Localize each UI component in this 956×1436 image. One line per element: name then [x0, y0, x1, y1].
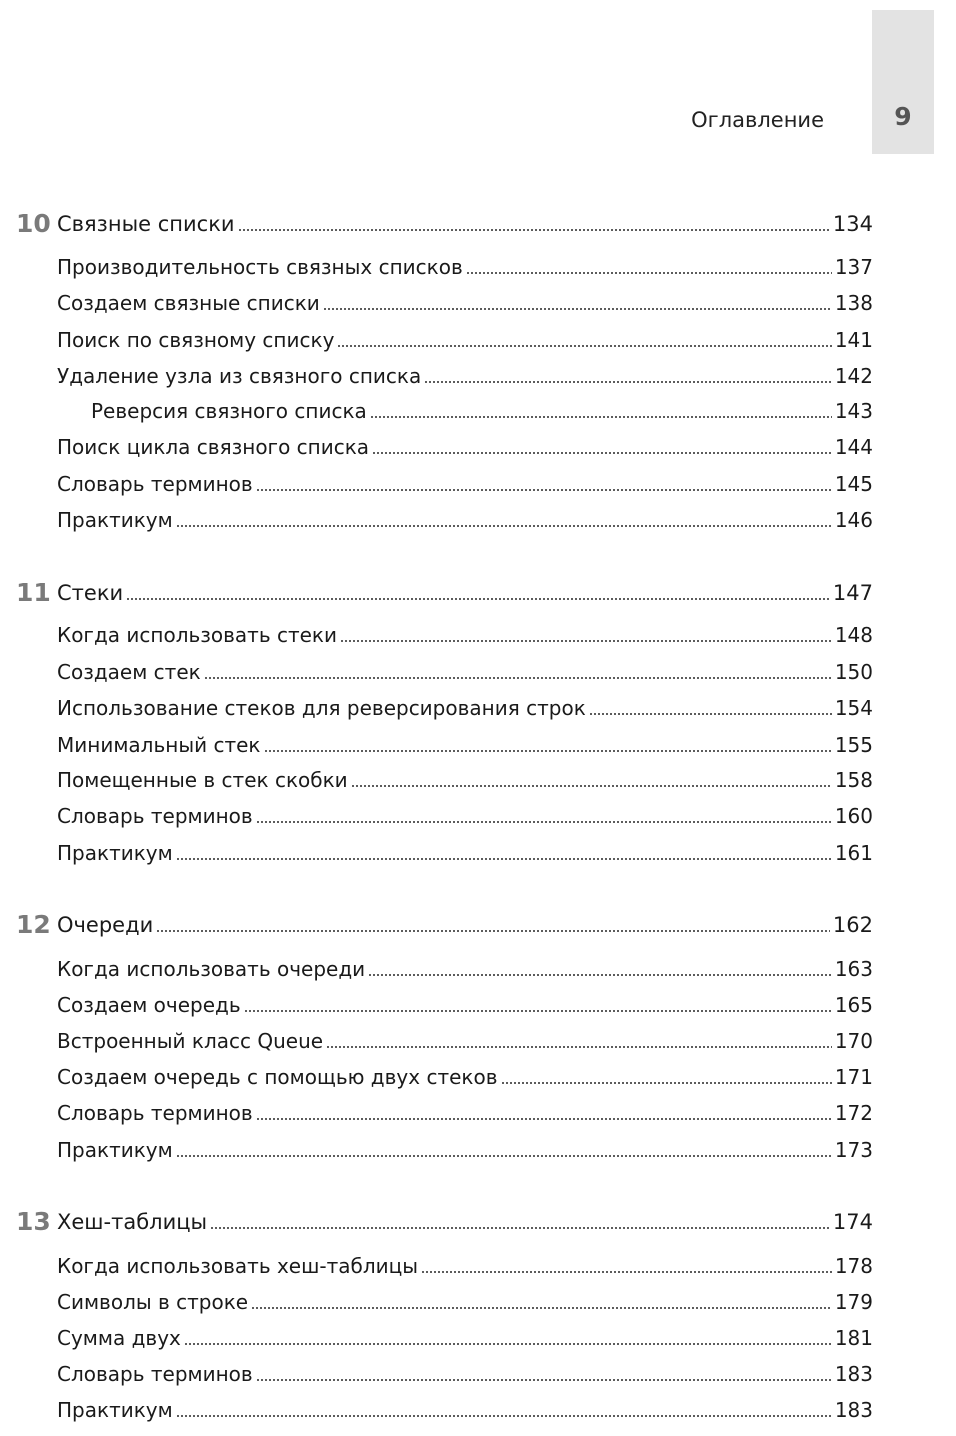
toc-entry[interactable] — [57, 992, 873, 1018]
entry-label: Словарь терминов — [57, 1362, 253, 1386]
page-ref: 142 — [834, 364, 873, 388]
entry-label: Реверсия связного списка — [91, 399, 367, 423]
chapter-number: 11 — [16, 578, 51, 607]
entry-label: Словарь терминов — [57, 1101, 253, 1125]
page-ref: 183 — [834, 1398, 873, 1422]
leader-dots — [176, 525, 832, 527]
leader-dots — [326, 1046, 832, 1048]
entry-label: Когда использовать хеш-таблицы — [57, 1254, 419, 1278]
toc-entry[interactable] — [57, 363, 873, 389]
leader-dots — [184, 1343, 832, 1345]
page-ref: 171 — [834, 1065, 873, 1089]
leader-dots — [176, 858, 832, 860]
leader-dots — [368, 974, 832, 976]
entry-label: Практикум — [57, 1398, 173, 1422]
page-ref: 179 — [834, 1290, 873, 1314]
page-ref: 148 — [834, 623, 873, 647]
page-ref: 138 — [834, 291, 873, 315]
entry-label: Встроенный класс Queue — [57, 1029, 324, 1053]
page-ref: 158 — [834, 768, 873, 792]
chapter-title: Очереди — [57, 913, 154, 937]
page-number: 9 — [894, 102, 912, 131]
leader-dots — [244, 1010, 832, 1012]
leader-dots — [340, 640, 832, 642]
leader-dots — [372, 452, 832, 454]
toc-entry[interactable] — [57, 622, 873, 648]
toc-entry[interactable] — [57, 327, 873, 353]
chapter-title: Стеки — [57, 581, 124, 605]
entry-label: Поиск по связному списку — [57, 328, 335, 352]
leader-dots — [176, 1155, 832, 1157]
page-ref: 155 — [834, 733, 873, 757]
page-ref: 134 — [832, 212, 873, 236]
page-ref: 183 — [834, 1362, 873, 1386]
leader-dots — [256, 821, 832, 823]
entry-label: Когда использовать стеки — [57, 623, 337, 647]
running-header: Оглавление — [691, 108, 824, 132]
entry-label: Минимальный стек — [57, 733, 261, 757]
chapter-number: 13 — [16, 1207, 51, 1236]
leader-dots — [238, 229, 830, 231]
leader-dots — [466, 272, 832, 274]
page-ref: 174 — [832, 1210, 873, 1234]
toc-entry[interactable] — [57, 803, 873, 829]
toc-entry[interactable] — [57, 659, 873, 685]
toc-entry[interactable] — [57, 290, 873, 316]
toc-entry[interactable] — [57, 1137, 873, 1163]
toc-entry[interactable] — [57, 1100, 873, 1126]
entry-label: Создаем связные списки — [57, 291, 320, 315]
entry-label: Символы в строке — [57, 1290, 249, 1314]
leader-dots — [424, 381, 832, 383]
toc-entry[interactable] — [57, 507, 873, 533]
entry-label: Когда использовать очереди — [57, 957, 366, 981]
page-ref: 137 — [834, 255, 873, 279]
page-ref: 143 — [834, 399, 873, 423]
entry-label: Практикум — [57, 508, 173, 532]
toc-entry[interactable] — [57, 1397, 873, 1423]
toc-entry[interactable] — [57, 471, 873, 497]
page-ref: 161 — [834, 841, 873, 865]
toc-entry[interactable] — [57, 956, 873, 982]
leader-dots — [323, 308, 832, 310]
toc-entry[interactable] — [57, 254, 873, 280]
page-ref: 147 — [832, 581, 873, 605]
page-ref: 145 — [834, 472, 873, 496]
leader-dots — [156, 930, 830, 932]
entry-label: Словарь терминов — [57, 472, 253, 496]
leader-dots — [264, 750, 832, 752]
entry-label: Создаем стек — [57, 660, 201, 684]
toc-entry[interactable] — [57, 1064, 873, 1090]
page-ref: 173 — [834, 1138, 873, 1162]
leader-dots — [256, 1118, 832, 1120]
leader-dots — [210, 1227, 830, 1229]
entry-label: Поиск цикла связного списка — [57, 435, 370, 459]
leader-dots — [126, 598, 830, 600]
toc-entry[interactable] — [57, 1361, 873, 1387]
chapter-entry[interactable] — [57, 211, 873, 237]
page-ref: 163 — [834, 957, 873, 981]
entry-label: Практикум — [57, 841, 173, 865]
chapter-title: Связные списки — [57, 212, 235, 236]
toc-entry[interactable] — [57, 732, 873, 758]
toc-entry[interactable] — [57, 767, 873, 793]
toc-entry[interactable] — [57, 1289, 873, 1315]
toc-subentry[interactable] — [91, 398, 873, 424]
leader-dots — [251, 1307, 832, 1309]
entry-label: Помещенные в стек скобки — [57, 768, 348, 792]
entry-label: Словарь терминов — [57, 804, 253, 828]
leader-dots — [337, 345, 831, 347]
page-ref: 181 — [834, 1326, 873, 1350]
leader-dots — [204, 677, 832, 679]
page-ref: 162 — [832, 913, 873, 937]
chapter-title: Хеш-таблицы — [57, 1210, 208, 1234]
entry-label: Использование стеков для реверсирования строк — [57, 696, 586, 720]
entry-label: Удаление узла из связного списка — [57, 364, 422, 388]
page-ref: 165 — [834, 993, 873, 1017]
page-ref: 141 — [834, 328, 873, 352]
page-ref: 144 — [834, 435, 873, 459]
leader-dots — [256, 489, 832, 491]
toc-entry[interactable] — [57, 1253, 873, 1279]
leader-dots — [501, 1082, 832, 1084]
leader-dots — [589, 713, 832, 715]
page-ref: 150 — [834, 660, 873, 684]
chapter-number: 12 — [16, 910, 51, 939]
leader-dots — [370, 416, 832, 418]
entry-label: Практикум — [57, 1138, 173, 1162]
leader-dots — [421, 1271, 832, 1273]
page-ref: 172 — [834, 1101, 873, 1125]
leader-dots — [351, 785, 832, 787]
page-ref: 160 — [834, 804, 873, 828]
chapter-entry[interactable] — [57, 1209, 873, 1235]
page-ref: 170 — [834, 1029, 873, 1053]
entry-label: Создаем очередь с помощью двух стеков — [57, 1065, 498, 1089]
toc-entry[interactable] — [57, 840, 873, 866]
leader-dots — [256, 1379, 832, 1381]
toc-entry[interactable] — [57, 695, 873, 721]
page-ref: 178 — [834, 1254, 873, 1278]
toc-entry[interactable] — [57, 434, 873, 460]
toc-entry[interactable] — [57, 1028, 873, 1054]
toc-entry[interactable] — [57, 1325, 873, 1351]
leader-dots — [176, 1415, 832, 1417]
entry-label: Производительность связных списков — [57, 255, 463, 279]
entry-label: Сумма двух — [57, 1326, 181, 1350]
chapter-entry[interactable] — [57, 580, 873, 606]
chapter-entry[interactable] — [57, 912, 873, 938]
page-ref: 146 — [834, 508, 873, 532]
chapter-number: 10 — [16, 209, 51, 238]
entry-label: Создаем очередь — [57, 993, 241, 1017]
page-ref: 154 — [834, 696, 873, 720]
